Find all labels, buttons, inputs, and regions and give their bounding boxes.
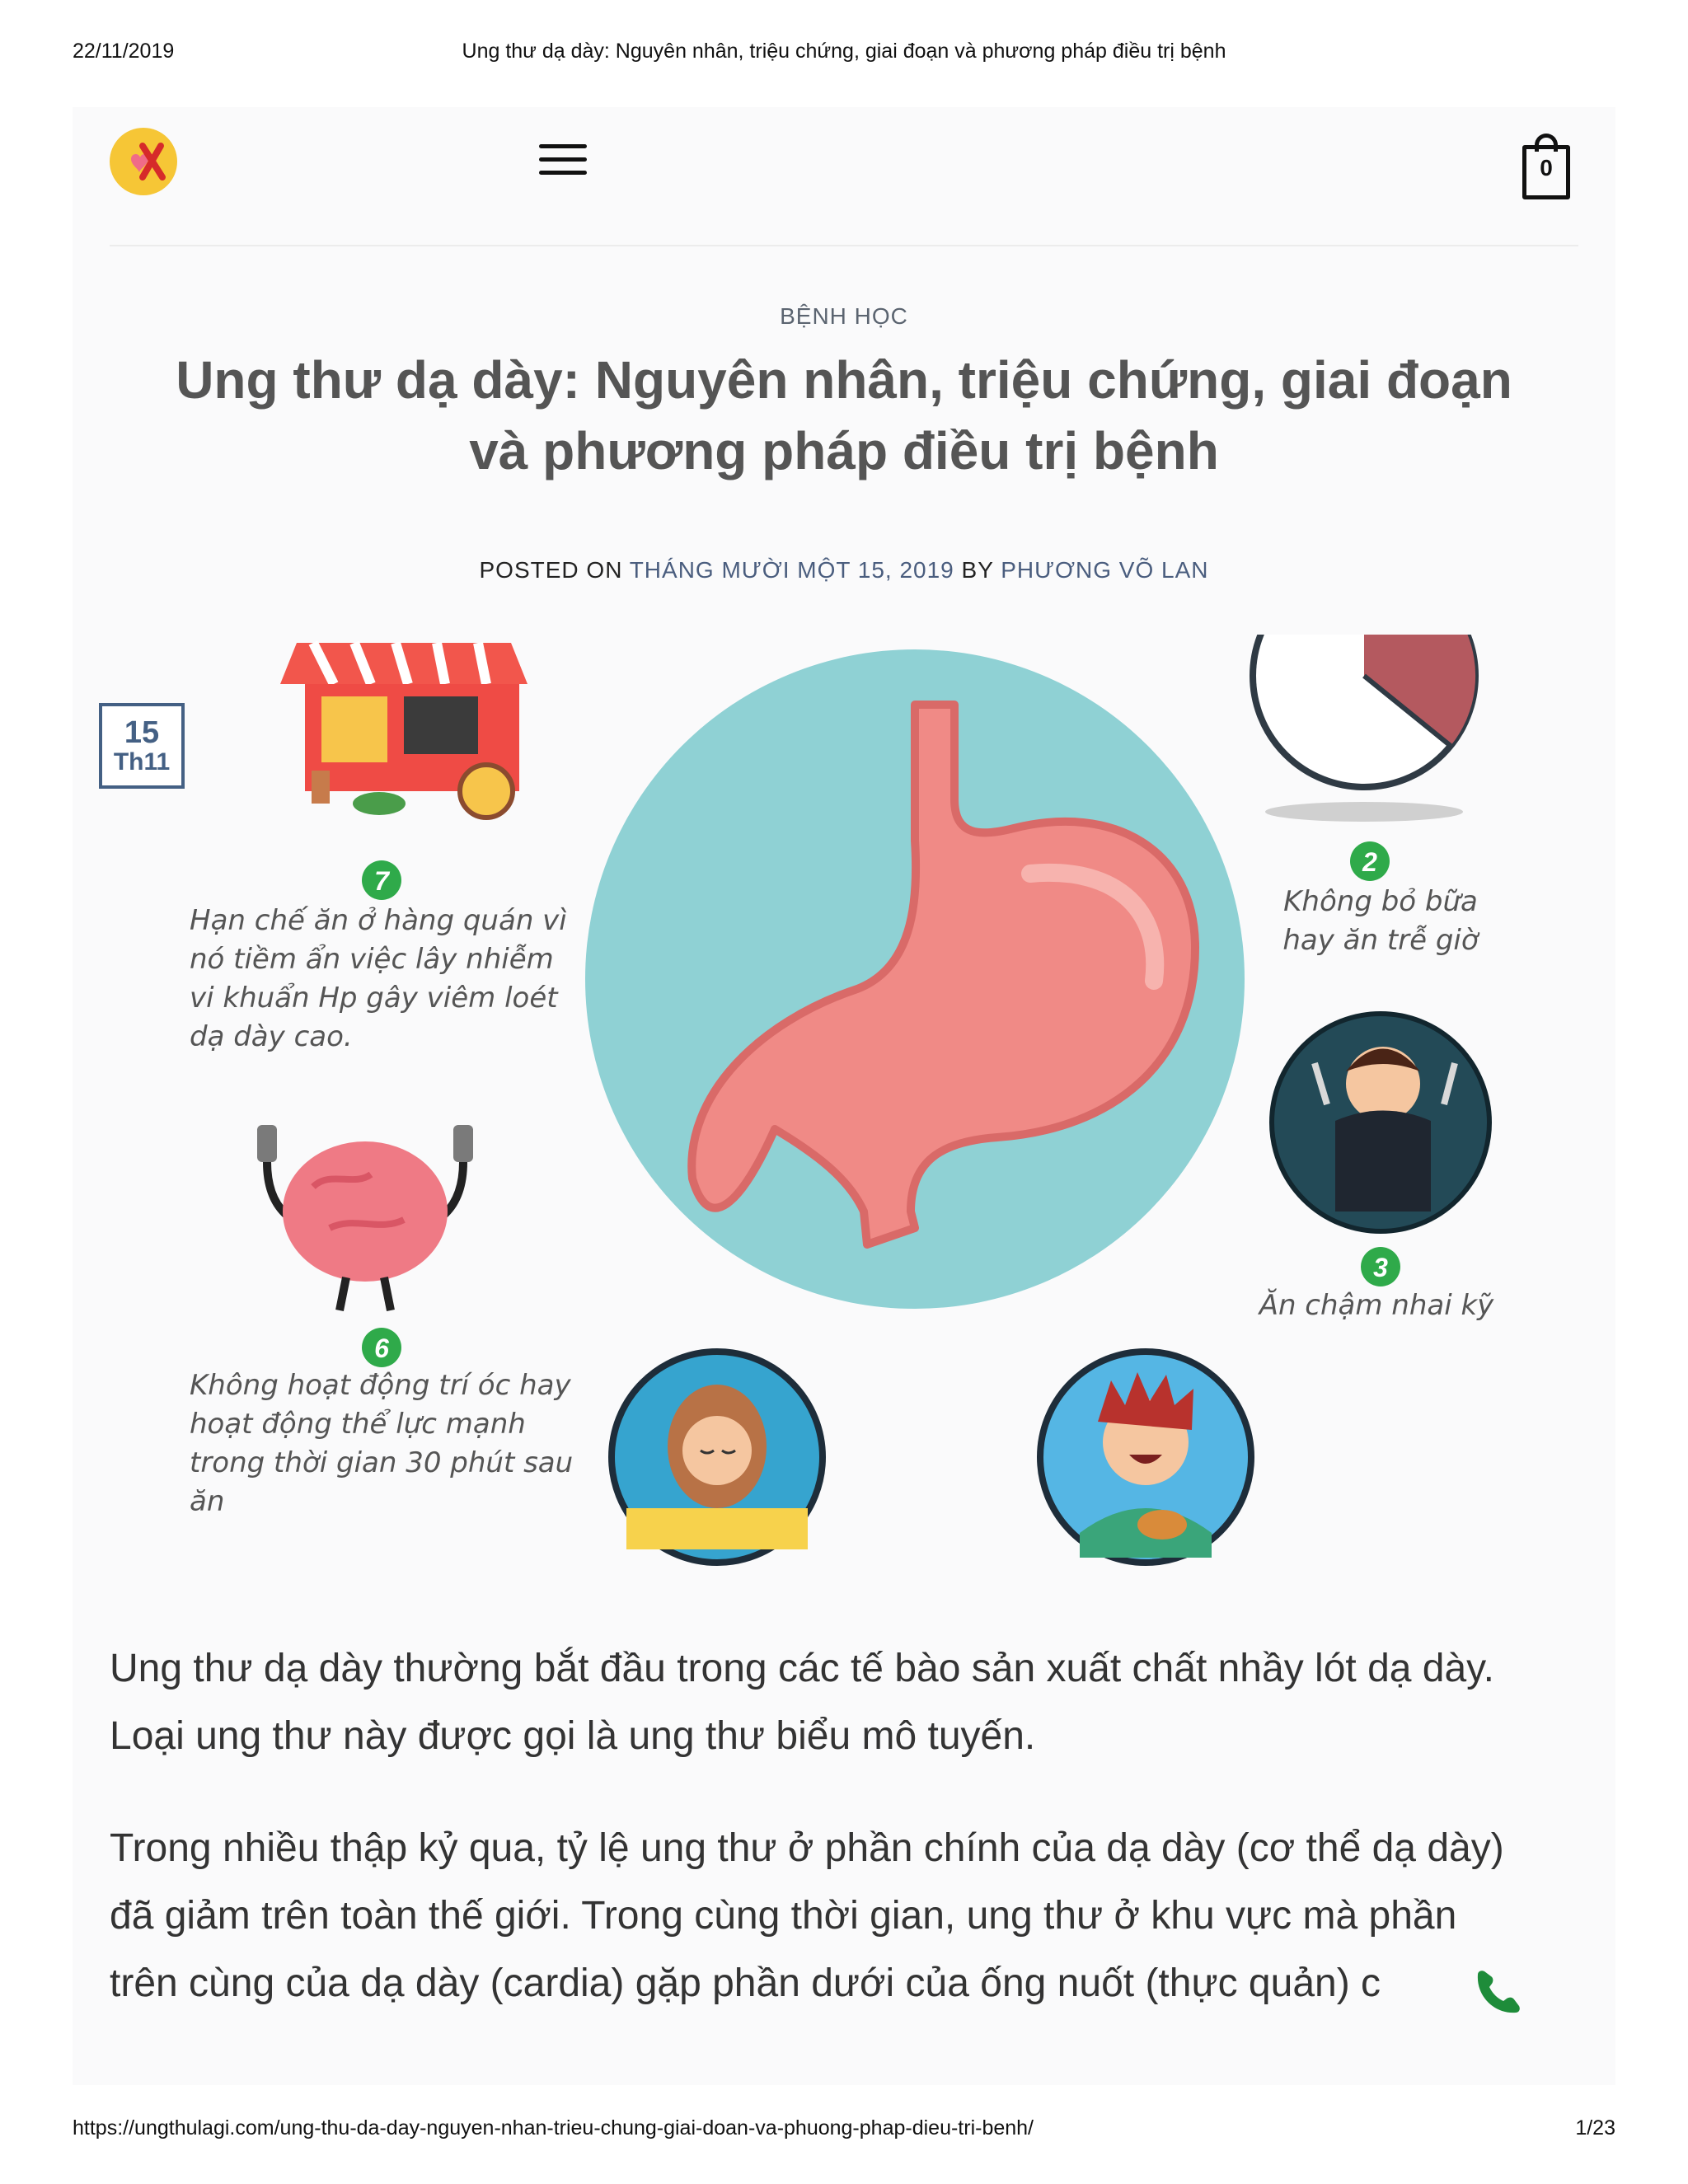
print-page-number: 1/23 [1575,2116,1615,2139]
sleeping-girl-illustration [612,1352,823,1563]
site-logo[interactable] [110,128,177,195]
tip-7-line: nó tiềm ẩn việc lây nhiễm [190,943,554,976]
paragraph-line: Loại ung thư này được gọi là ung thư biểu mô tuyến. [110,1714,1036,1758]
print-date: 22/11/2019 [73,40,175,63]
author-link[interactable]: PHƯƠNG VÕ LAN [1001,557,1209,583]
title-line-1: Ung thư dạ dày: Nguyên nhân, triệu chứng, giai đoạn [176,350,1512,410]
tip-6-text [190,1369,573,1518]
post-date-link[interactable]: THÁNG MƯỜI MỘT 15, 2019 [629,557,954,583]
tip-7-line: Hạn chế ăn ở hàng quán vì [190,904,567,937]
badge-7-number: 7 [374,866,389,896]
brain-dumbbell-illustration [257,1125,473,1310]
print-url: https://ungthulagi.com/ung-thu-da-day-nguyen-nhan-trieu-chung-giai-doan-va-phuong-phap-dieu-tri-benh/ [73,2116,1034,2139]
badge-3-number: 3 [1373,1253,1388,1282]
paragraph-line: Trong nhiều thập kỷ qua, tỷ lệ ung thư ở phần chính của dạ dày (cơ thể dạ dày) [110,1826,1504,1870]
print-header [0,40,1688,68]
post-date-badge [99,703,185,789]
tip-6-line: trong thời gian 30 phút sau [190,1446,574,1479]
article-paragraph [110,1815,1593,2018]
article-paragraph [110,1635,1593,1770]
posted-on-label: POSTED ON [479,557,623,583]
badge-day: 15 [124,715,160,750]
cart-button[interactable] [1522,134,1578,190]
paragraph-line: trên cùng của dạ dày (cardia) gặp phần dưới của ống nuốt (thực quản) c [110,1961,1381,2005]
title-line-2: và phương pháp điều trị bệnh [469,421,1219,480]
cart-count: 0 [1540,155,1553,180]
tip-2-text [1282,885,1480,957]
tip-2-line: Không bỏ bữa [1283,885,1478,918]
tip-3-text: Ăn chậm nhai kỹ [1259,1289,1494,1322]
logo-icon [110,128,177,195]
phone-icon [1470,1963,1524,2018]
print-page-title: Ung thư dạ dày: Nguyên nhân, triệu chứng, giai đoạn và phương pháp điều trị bệnh [462,40,1226,63]
tip-7-line: vi khuẩn Hp gây viêm loét [190,982,558,1015]
article-title [165,344,1523,486]
tip-6-line: Không hoạt động trí óc hay [190,1369,571,1402]
call-button[interactable] [1470,1963,1524,2018]
paragraph-line: Ung thư dạ dày thường bắt đầu trong các tế bào sản xuất chất nhầy lót dạ dày. [110,1647,1494,1690]
article-category[interactable]: BỆNH HỌC [780,303,908,329]
tip-7-text [190,904,567,1053]
post-meta [0,557,1688,583]
tip-6-line: hoạt động thể lực mạnh [190,1408,526,1441]
tip-2-line: hay ăn trễ giờ [1282,924,1479,957]
badge-6-number: 6 [374,1333,389,1363]
badge-2-number: 2 [1362,847,1377,877]
menu-hamburger-icon[interactable] [539,144,587,180]
boy-fork-knife-illustration [1272,1014,1489,1231]
boy-burger-illustration [1040,1352,1251,1563]
paragraph-line: đã giảm trên toàn thế giới. Trong cùng thời gian, ung thư ở khu vực mà phần [110,1894,1457,1938]
clock-illustration [1253,635,1475,822]
featured-infographic [165,635,1566,1582]
badge-month: Th11 [113,748,171,776]
food-cart-illustration [280,643,528,818]
tip-7-line: dạ dày cao. [190,1020,353,1053]
header-divider [110,245,1578,246]
tip-6-line: ăn [190,1485,225,1518]
by-label: BY [961,557,994,583]
